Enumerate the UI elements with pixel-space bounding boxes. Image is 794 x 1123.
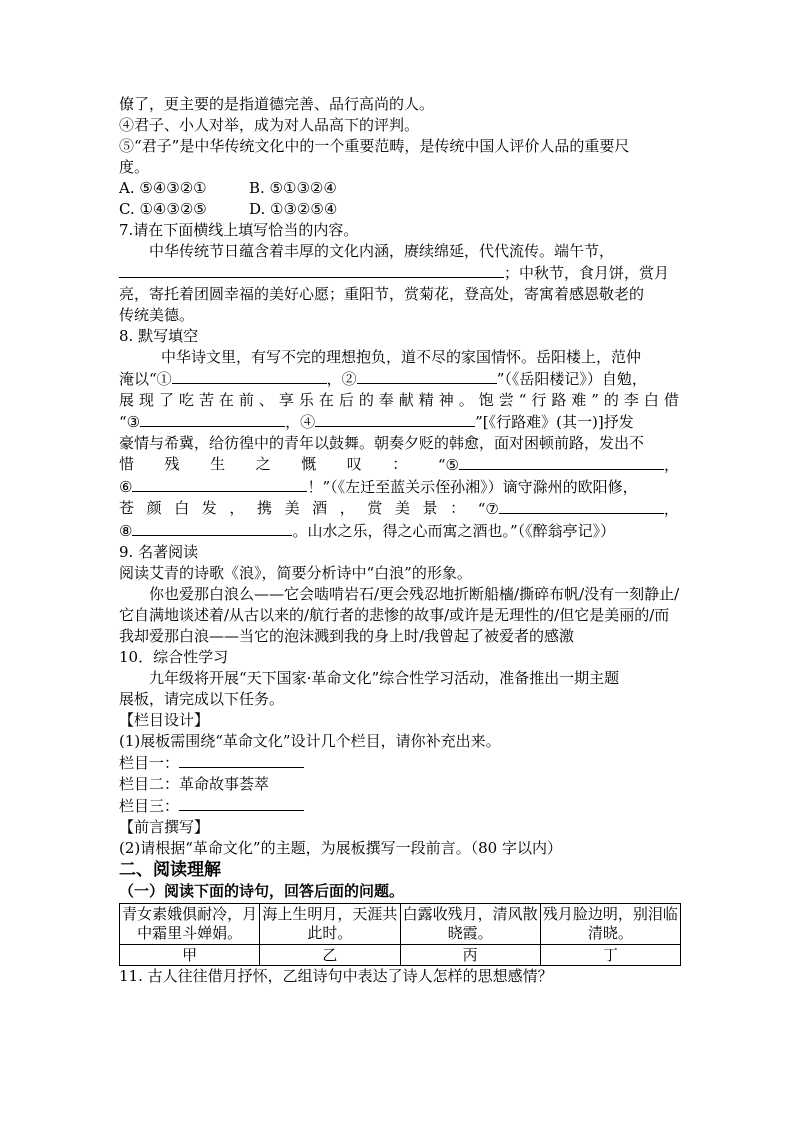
fill-line: [119, 411, 679, 433]
poem-cell: 海上生明月，天涯共此时。: [260, 904, 400, 945]
char: 慨: [301, 455, 317, 473]
text-span: 淹以“①: [119, 370, 172, 388]
table-row: [120, 945, 681, 966]
text-span: 栏目一：: [119, 754, 180, 772]
text-line: 阅读艾青的诗歌《浪》，简要分析诗中“白浪”的形象。: [119, 564, 472, 582]
poem-label: 丁: [540, 945, 680, 966]
char: 在: [218, 391, 234, 409]
char: 尝: [498, 391, 514, 409]
char: 行: [531, 391, 547, 409]
text-span: ⑧: [119, 522, 133, 540]
fill-line: [119, 476, 679, 498]
part-heading: 二、阅读理解: [119, 860, 221, 880]
text-span: ；中秋节，食月饼，赏月: [504, 264, 670, 282]
char: 献: [398, 391, 414, 409]
text-span: ⑥: [119, 478, 133, 496]
char: 赏: [367, 499, 383, 517]
text-line: 度。: [119, 158, 150, 176]
text-line: 传统美德。: [119, 306, 195, 324]
text-line: (2)请根据“革命文化”的主题，为展板撰写一段前言。（80 字以内）: [119, 839, 562, 857]
text-line: ⑤“君子”是中华传统文化中的一个重要范畴，是传统中国人评价人品的重要尺: [119, 137, 630, 155]
char: 叹: [346, 455, 362, 473]
char: 惜: [119, 455, 135, 473]
answer-blank-3[interactable]: [140, 411, 285, 427]
justified-line: [119, 498, 679, 520]
option-b: B. ⑤①③②④: [249, 179, 337, 197]
text-span: ”[《行路难》(其一)]抒发: [475, 413, 634, 431]
char: 难: [571, 391, 587, 409]
char: 享: [278, 391, 294, 409]
char: 发: [201, 499, 217, 517]
text-span: 革命故事荟萃: [179, 775, 270, 793]
char: 路: [551, 391, 567, 409]
document-page: [119, 94, 679, 987]
text-line: 中华传统节日蕴含着丰厚的文化内涵，赓续绵延，代代流传。端午节，: [149, 242, 615, 260]
poem-table: [119, 903, 681, 966]
answer-blank-5[interactable]: [459, 454, 664, 470]
question-title: 10．综合性学习: [119, 648, 229, 666]
text-span: ”（《岳阳楼记》）自勉，: [496, 370, 647, 388]
char: 后: [338, 391, 354, 409]
char: 美: [284, 499, 300, 517]
text-span: 栏目三：: [119, 797, 180, 815]
text-span: “③: [119, 413, 141, 431]
text-line: 中华诗文里，有写不完的理想抱负，道不尽的家国情怀。岳阳楼上，范仲: [161, 348, 642, 366]
column-1-blank[interactable]: [179, 752, 304, 768]
option-a: A. ⑤④③②①: [119, 179, 207, 197]
answer-blank-1[interactable]: [172, 368, 327, 384]
answer-blank-8[interactable]: [132, 520, 292, 536]
fill-line: [119, 368, 679, 390]
char: 之: [255, 455, 271, 473]
char: ，: [229, 499, 245, 517]
text-line: (1)展板需围绕“革命文化”设计几个栏目，请你补充出来。: [119, 732, 501, 750]
text-line: ④君子、小人对举，成为对人品高下的评判。: [119, 116, 420, 134]
char: 精: [418, 391, 434, 409]
justified-line: [119, 454, 679, 476]
char: 生: [210, 455, 226, 473]
char: “: [518, 391, 527, 409]
answer-blank[interactable]: [119, 262, 504, 278]
option-c: C. ①④③②⑤: [119, 200, 207, 218]
option-d: D. ①③②⑤④: [249, 200, 338, 218]
char: 白: [174, 499, 190, 517]
question-title: 9. 名著阅读: [119, 543, 199, 561]
char: 酒: [312, 499, 328, 517]
text-span: ，④: [285, 413, 316, 431]
char: 李: [623, 391, 639, 409]
char: 展: [119, 391, 135, 409]
char: 借: [663, 391, 679, 409]
char: 携: [256, 499, 272, 517]
text-span: ，②: [326, 370, 357, 388]
question-title: 7.请在下面横线上填写恰当的内容。: [119, 221, 359, 239]
poem-cell: 残月脸边明，别泪临清晓。: [540, 904, 680, 945]
char: 苦: [198, 391, 214, 409]
char: ”: [591, 391, 599, 409]
text-line: 展板，请完成以下任务。: [119, 690, 285, 708]
char: 神: [438, 391, 454, 409]
poem-label: 甲: [120, 945, 260, 966]
fill-line: [119, 262, 679, 284]
section-label: 【栏目设计】: [119, 711, 210, 729]
column-row-1: [119, 752, 679, 774]
column-row-2: [119, 774, 679, 795]
text-line: 亮，寄托着团圆幸福的美好心愿；重阳节，赏菊花，登高处，寄寓着感恩敬老的: [119, 285, 645, 303]
answer-blank-4[interactable]: [315, 411, 475, 427]
section-label: 【前言撰写】: [119, 818, 210, 836]
table-row: [120, 904, 681, 945]
poem-cell: 青女素娥俱耐冷，月中霜里斗婵娟。: [120, 904, 260, 945]
char: 、: [258, 391, 274, 409]
char: 。: [458, 391, 474, 409]
question-title: 11. 古人往往借月抒怀，乙组诗句中表达了诗人怎样的思想感情？: [119, 967, 553, 985]
text-line: 僚了，更主要的是指道德完善、品行高尚的人。: [119, 95, 435, 113]
char: 乐: [298, 391, 314, 409]
answer-blank-7[interactable]: [499, 498, 664, 514]
text-line: 九年级将开展“天下国家·革命文化”综合性学习活动，准备推出一期主题: [149, 669, 620, 687]
poem-label: 丙: [400, 945, 540, 966]
char: 吃: [178, 391, 194, 409]
char: 白: [643, 391, 659, 409]
char: 景: [422, 499, 438, 517]
char: 饱: [478, 391, 494, 409]
char: 苍: [119, 499, 135, 517]
char: 残: [164, 455, 180, 473]
text-span: ，: [663, 500, 679, 518]
text-span: 。山水之乐，得之心而寓之酒也。”（《醉翁亭记》）: [292, 522, 616, 540]
char: 前: [238, 391, 254, 409]
char: 在: [318, 391, 334, 409]
char: 了: [158, 391, 174, 409]
text-span: ！”（《左迁至蓝关示侄孙湘》）谪守滁州的欧阳修，: [307, 478, 638, 496]
text-line: 豪情与希冀，给彷徨中的青年以鼓舞。朝奏夕贬的韩愈，面对困顿前路，发出不: [119, 434, 645, 452]
char: 奉: [378, 391, 394, 409]
column-row-3: [119, 795, 679, 817]
answer-blank-2[interactable]: [357, 368, 497, 384]
text-span: “⑤: [437, 456, 459, 474]
char: 的: [603, 391, 619, 409]
poem-text: 你也爱那白浪么——它会啮啃岩石/更会残忍地折断船檣/撕碎布帆/没有一刻静止/它自满地谈述着/从古以来的/航行者的悲惨的故事/或许是无理性的/但它是美丽的/而我却爱那白浪——当它的泡沫溅到我的身上时/我曾起了被爱者的感激: [119, 585, 680, 645]
char: 美: [394, 499, 410, 517]
char: ：: [392, 455, 408, 473]
char: ：: [450, 499, 466, 517]
poem-label: 乙: [260, 945, 400, 966]
options-row: [119, 199, 679, 220]
text-span: ，: [663, 456, 679, 474]
char: 颜: [146, 499, 162, 517]
column-3-blank[interactable]: [179, 795, 304, 811]
char: ，: [339, 499, 355, 517]
char: 现: [138, 391, 154, 409]
sub-heading: （一）阅读下面的诗句，回答后面的问题。: [119, 882, 405, 900]
text-span: 栏目二：: [119, 775, 180, 793]
text-span: “⑦: [477, 500, 499, 518]
justified-line: [119, 390, 679, 411]
fill-line: [119, 520, 679, 542]
char: 的: [358, 391, 374, 409]
options-row: [119, 178, 679, 199]
poem-cell: 白露收残月，清风散晓霞。: [400, 904, 540, 945]
question-title: 8. 默写填空: [119, 327, 199, 345]
answer-blank-6[interactable]: [132, 476, 307, 492]
